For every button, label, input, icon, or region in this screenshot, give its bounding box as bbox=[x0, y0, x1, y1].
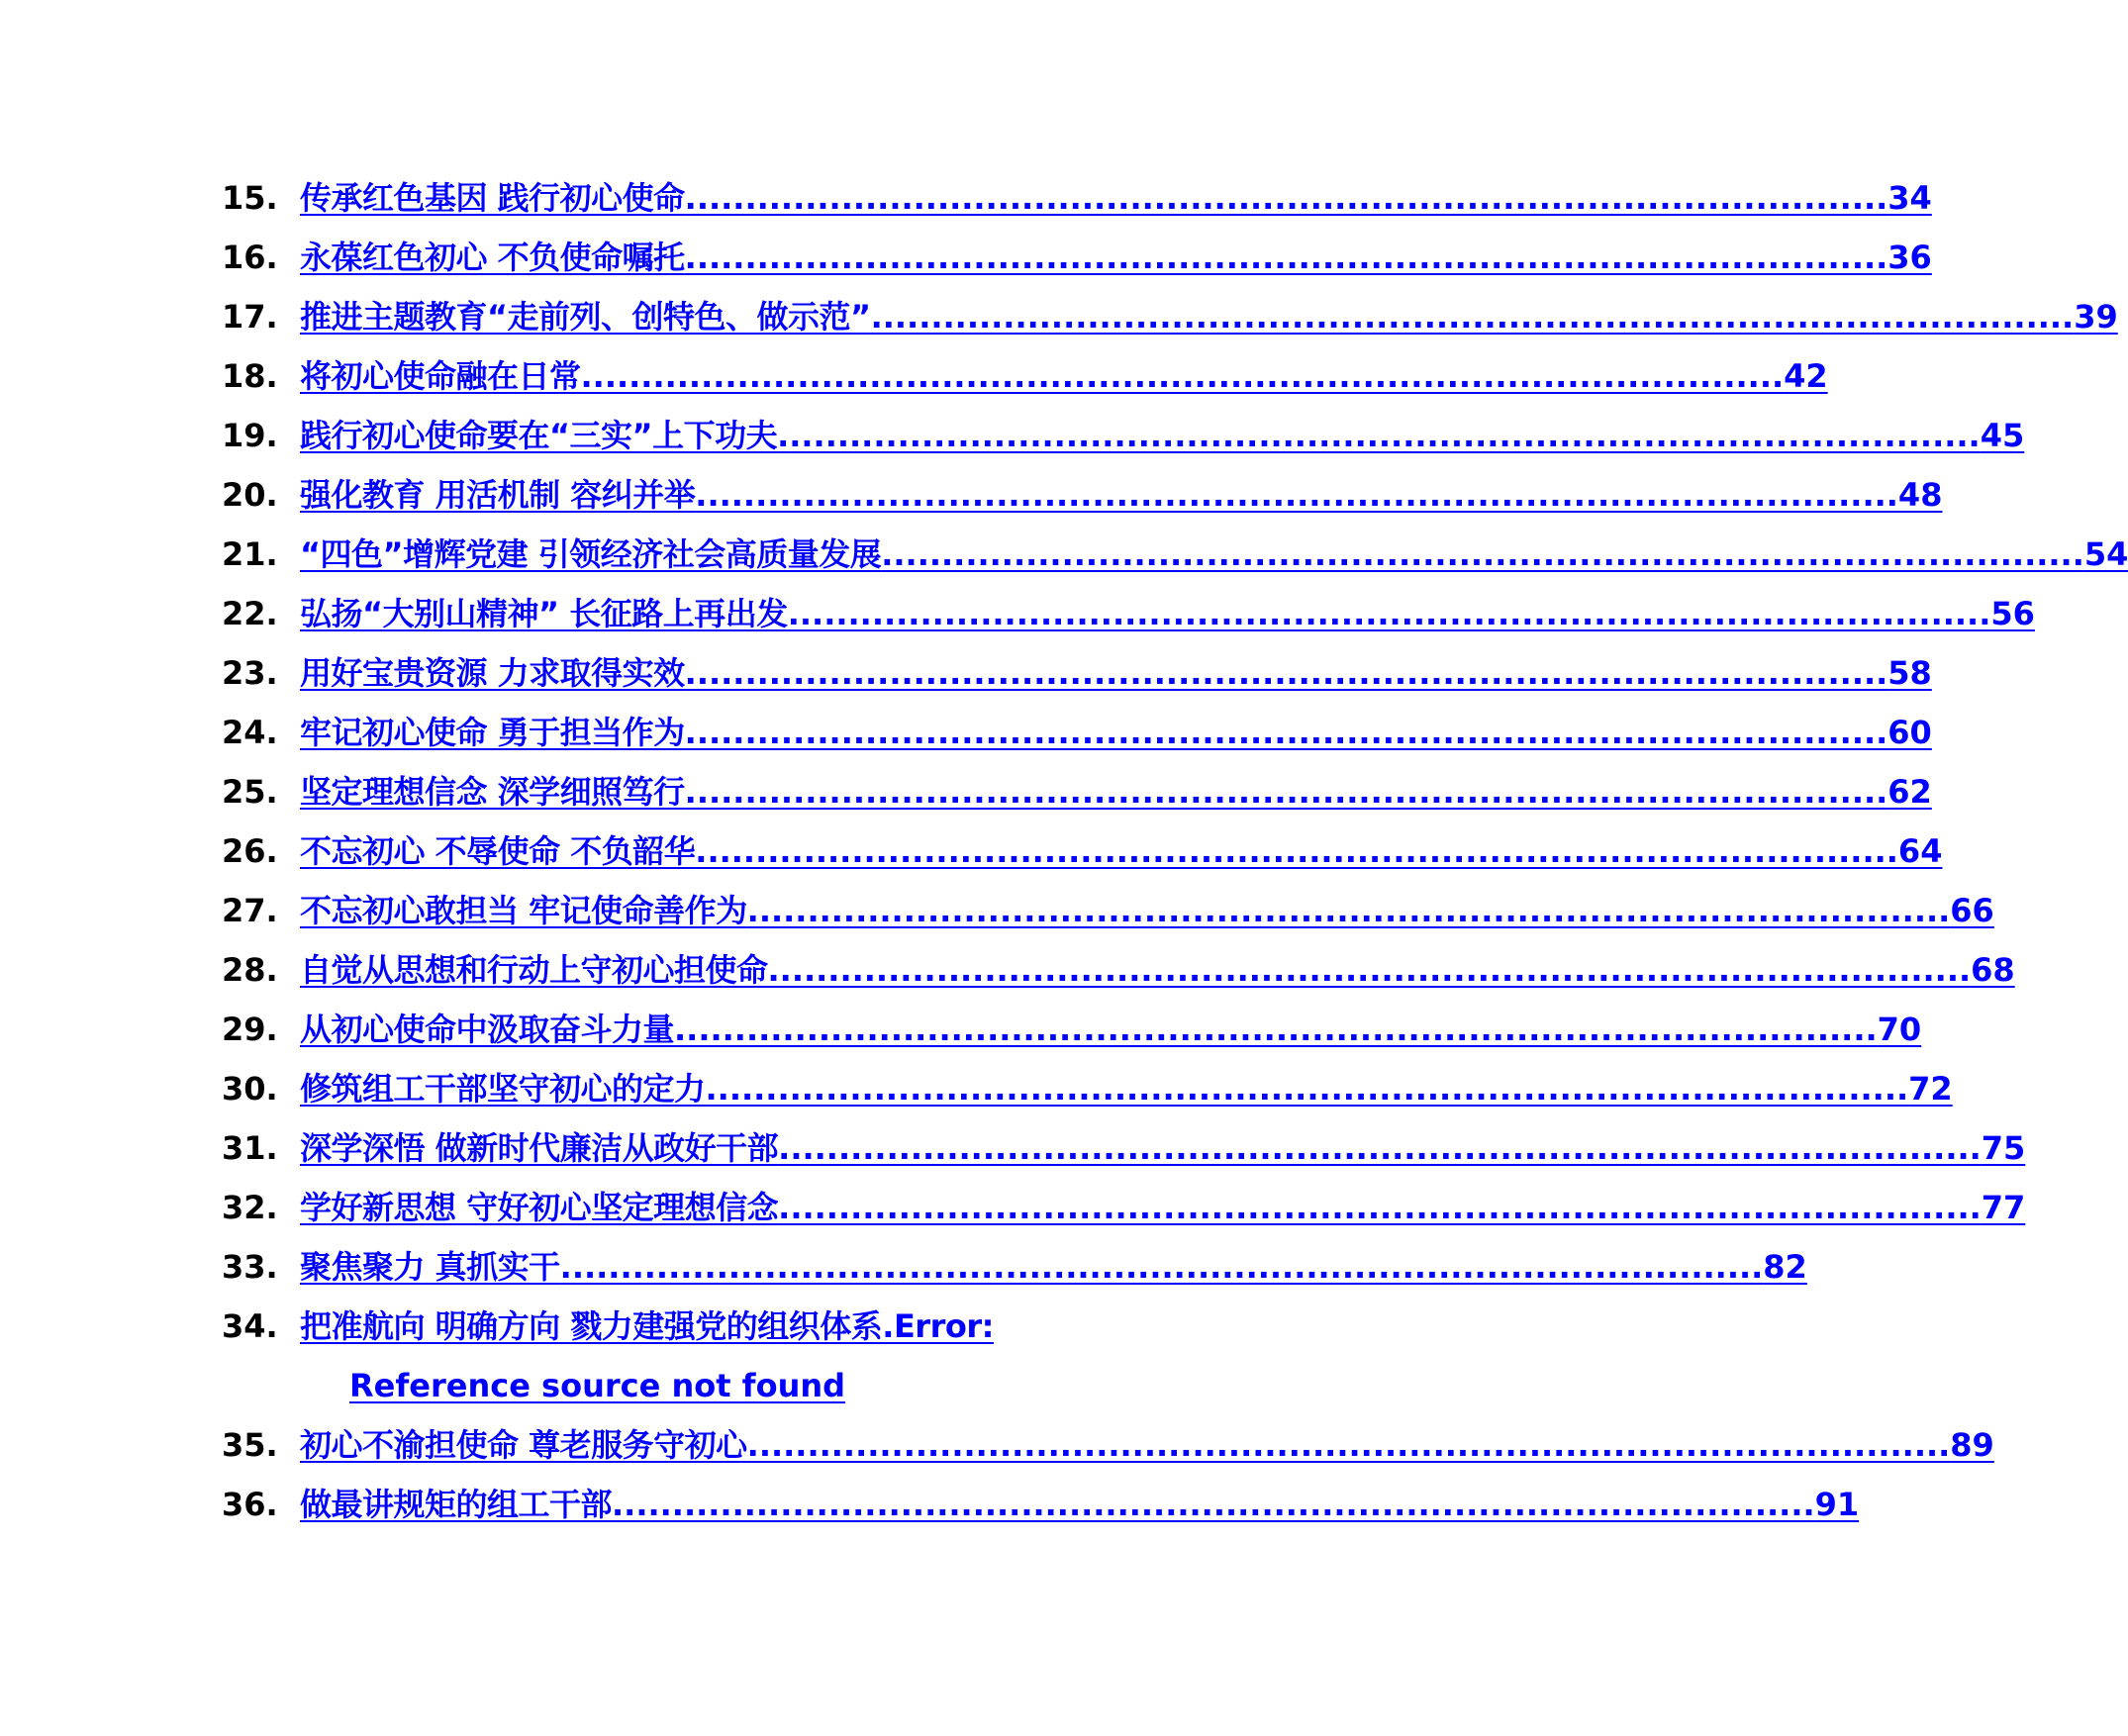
toc-entry bbox=[222, 1128, 2026, 1168]
toc-page-number: 42 bbox=[1784, 357, 1828, 395]
toc-entry-link[interactable] bbox=[300, 831, 1943, 871]
toc-page-number: 39 bbox=[2074, 298, 2118, 336]
toc-entry bbox=[222, 1425, 1994, 1465]
toc-entry-number: 17. bbox=[222, 298, 278, 336]
toc-entry-title: 将初心使命融在日常 bbox=[300, 357, 581, 395]
toc-entry-title: 深学深悟 做新时代廉洁从政好干部 bbox=[300, 1129, 779, 1167]
toc-entry-number: 27. bbox=[222, 892, 278, 929]
toc-entry-link[interactable] bbox=[300, 1069, 1953, 1109]
toc-page-number: 36 bbox=[1887, 239, 1932, 276]
toc-entry-number: 21. bbox=[222, 535, 278, 573]
toc-page-number: 77 bbox=[1981, 1189, 2026, 1226]
toc-dot-leader: .................................................................................................... bbox=[767, 951, 1972, 989]
toc-entry-link[interactable] bbox=[300, 713, 1932, 752]
toc-entry-link[interactable] bbox=[300, 891, 1994, 930]
toc-page-number: 58 bbox=[1887, 654, 1932, 692]
toc-entry-title: 做最讲规矩的组工干部 bbox=[300, 1486, 613, 1523]
toc-page-number: 89 bbox=[1950, 1426, 1994, 1464]
toc-dot-leader: .................................................................................................... bbox=[674, 1011, 1878, 1048]
toc-entry-link[interactable] bbox=[300, 1485, 1860, 1524]
toc-dot-leader: .................................................................................................... bbox=[695, 832, 1898, 870]
toc-page-number: 60 bbox=[1887, 714, 1932, 751]
toc-entry-number: 30. bbox=[222, 1070, 278, 1108]
toc-dot-leader: .................................................................................................... bbox=[746, 892, 1951, 929]
toc-entry bbox=[222, 1485, 1860, 1524]
toc-entry-number: 29. bbox=[222, 1011, 278, 1048]
toc-entry-title: 牢记初心使命 勇于担当作为 bbox=[300, 714, 685, 751]
toc-dot-leader: .................................................................................................... bbox=[870, 298, 2075, 336]
toc-entry-number: 34. bbox=[222, 1307, 278, 1345]
toc-entry-title: 学好新思想 守好初心坚定理想信念 bbox=[300, 1189, 779, 1226]
toc-page-number: 72 bbox=[1908, 1070, 1953, 1108]
toc-page-number: 68 bbox=[1971, 951, 2015, 989]
toc-entry bbox=[222, 356, 1828, 396]
toc-page-number: 54 bbox=[2083, 535, 2128, 573]
toc-entry-number: 32. bbox=[222, 1189, 278, 1226]
toc-entry bbox=[222, 713, 1932, 752]
toc-entry-link[interactable] bbox=[300, 1188, 2026, 1227]
toc-entry-title: 永葆红色初心 不负使命嘱托 bbox=[300, 239, 685, 276]
toc-page-number: 75 bbox=[1981, 1129, 2026, 1167]
reference-error-text: Reference source not found bbox=[349, 1367, 846, 1404]
toc-entry-title: 弘扬“大别山精神” 长征路上再出发 bbox=[300, 595, 788, 632]
toc-entry-number: 22. bbox=[222, 595, 278, 632]
toc-dot-leader: .................................................................................................... bbox=[778, 1129, 1982, 1167]
toc-entry-link[interactable] bbox=[300, 356, 1828, 396]
toc-entry-title: 强化教育 用活机制 容纠并举 bbox=[300, 476, 696, 514]
toc-entry-title: 不忘初心敢担当 牢记使命善作为 bbox=[300, 892, 747, 929]
toc-page-number: 45 bbox=[1980, 417, 2025, 454]
toc-page-number: 82 bbox=[1763, 1248, 1807, 1286]
toc-dot-leader: .................................................................................................... bbox=[684, 773, 1888, 811]
toc-dot-leader: .................................................................................................... bbox=[684, 714, 1888, 751]
toc-entry-link[interactable] bbox=[300, 1128, 2026, 1168]
toc-entry-link[interactable] bbox=[300, 475, 1943, 515]
toc-dot-leader: .................................................................................................... bbox=[778, 1189, 1982, 1226]
toc-entry-link[interactable] bbox=[300, 1306, 1033, 1405]
toc-entry bbox=[222, 416, 2025, 455]
toc-entry bbox=[222, 534, 2128, 574]
toc-entry bbox=[222, 297, 2118, 337]
toc-entry-title: 自觉从思想和行动上守初心担使命 bbox=[300, 951, 768, 989]
toc-dot-leader: .................................................................................................... bbox=[559, 1248, 1764, 1286]
toc-dot-leader: .................................................................................................... bbox=[684, 179, 1888, 217]
toc-dot-leader: .................................................................................................... bbox=[695, 476, 1898, 514]
toc-entry-link[interactable] bbox=[300, 178, 1932, 218]
toc-entry-number: 20. bbox=[222, 476, 278, 514]
toc-entry-number: 24. bbox=[222, 714, 278, 751]
toc-entry-title: 修筑组工干部坚守初心的定力 bbox=[300, 1070, 706, 1108]
toc-entry-title: 把准航向 明确方向 戮力建强党的组织体系.Error: bbox=[300, 1307, 994, 1345]
toc-entry bbox=[222, 1010, 1922, 1049]
toc-entry bbox=[222, 1069, 1953, 1109]
toc-entry bbox=[222, 772, 1932, 812]
toc-entry-number: 23. bbox=[222, 654, 278, 692]
toc-entry bbox=[222, 831, 1943, 871]
toc-entry-title: 聚焦聚力 真抓实干 bbox=[300, 1248, 560, 1286]
toc-entry bbox=[222, 594, 2035, 633]
toc-entry bbox=[222, 238, 1932, 277]
toc-page-number: 64 bbox=[1897, 832, 1943, 870]
toc-page-number: 56 bbox=[1990, 595, 2035, 632]
toc-dot-leader: .................................................................................................... bbox=[746, 1426, 1951, 1464]
toc-entry-number: 25. bbox=[222, 773, 278, 811]
toc-dot-leader: .................................................................................................... bbox=[684, 654, 1888, 692]
toc-page-number: 34 bbox=[1887, 179, 1932, 217]
toc-entry-link[interactable] bbox=[300, 1010, 1922, 1049]
toc-entry-number: 18. bbox=[222, 357, 278, 395]
toc-entry-link[interactable] bbox=[300, 772, 1932, 812]
toc-entry-number: 15. bbox=[222, 179, 278, 217]
toc-entry bbox=[222, 891, 1994, 930]
toc-entry-number: 28. bbox=[222, 951, 278, 989]
toc-entry-broken-reference bbox=[222, 1306, 1033, 1405]
toc-entry-number: 16. bbox=[222, 239, 278, 276]
toc-entry-link[interactable] bbox=[300, 534, 2128, 574]
toc-page-number: 70 bbox=[1877, 1011, 1922, 1048]
toc-entry-title: “四色”增辉党建 引领经济社会高质量发展 bbox=[300, 535, 882, 573]
toc-page-number: 48 bbox=[1897, 476, 1943, 514]
toc-entry-number: 33. bbox=[222, 1248, 278, 1286]
toc-dot-leader: .................................................................................................... bbox=[705, 1070, 1909, 1108]
toc-entry-title: 传承红色基因 践行初心使命 bbox=[300, 179, 685, 217]
toc-entry-link[interactable] bbox=[300, 594, 2035, 633]
toc-entry-title: 用好宝贵资源 力求取得实效 bbox=[300, 654, 685, 692]
toc-entry-link[interactable] bbox=[300, 653, 1932, 693]
toc-page-number: 62 bbox=[1887, 773, 1932, 811]
toc-dot-leader: .................................................................................................... bbox=[684, 239, 1888, 276]
toc-entry-number: 35. bbox=[222, 1426, 278, 1464]
toc-entry-number: 26. bbox=[222, 832, 278, 870]
toc-entry-title: 践行初心使命要在“三实”上下功夫 bbox=[300, 417, 778, 454]
toc-page-number: 66 bbox=[1950, 892, 1994, 929]
toc-entry-title: 坚定理想信念 深学细照笃行 bbox=[300, 773, 685, 811]
toc-entry-link[interactable] bbox=[300, 1247, 1807, 1287]
toc-entry bbox=[222, 1188, 2026, 1227]
toc-entry-title: 初心不渝担使命 尊老服务守初心 bbox=[300, 1426, 747, 1464]
toc-entry-link[interactable] bbox=[300, 416, 2025, 455]
toc-entry-title: 从初心使命中汲取奋斗力量 bbox=[300, 1011, 675, 1048]
toc-entry bbox=[222, 1247, 1807, 1287]
toc-entry-number: 19. bbox=[222, 417, 278, 454]
toc-entry bbox=[222, 178, 1932, 218]
toc-entry-title: 不忘初心 不辱使命 不负韶华 bbox=[300, 832, 696, 870]
toc-dot-leader: .................................................................................................... bbox=[612, 1486, 1815, 1523]
toc-entry-link[interactable] bbox=[300, 297, 2118, 337]
toc-dot-leader: .................................................................................................... bbox=[881, 535, 2084, 573]
toc-entry-title: 推进主题教育“走前列、创特色、做示范” bbox=[300, 298, 871, 336]
toc-entry-number: 36. bbox=[222, 1486, 278, 1523]
toc-entry bbox=[222, 950, 2015, 990]
toc-entry bbox=[222, 653, 1932, 693]
toc-page-number: 91 bbox=[1814, 1486, 1860, 1523]
toc-entry bbox=[222, 475, 1943, 515]
toc-dot-leader: .................................................................................................... bbox=[580, 357, 1785, 395]
toc-entry-number: 31. bbox=[222, 1129, 278, 1167]
toc-entry-link[interactable] bbox=[300, 238, 1932, 277]
toc-entry-link[interactable] bbox=[300, 1425, 1994, 1465]
toc-dot-leader: .................................................................................................... bbox=[777, 417, 1981, 454]
toc-entry-link[interactable] bbox=[300, 950, 2015, 990]
toc-dot-leader: .................................................................................................... bbox=[787, 595, 1991, 632]
